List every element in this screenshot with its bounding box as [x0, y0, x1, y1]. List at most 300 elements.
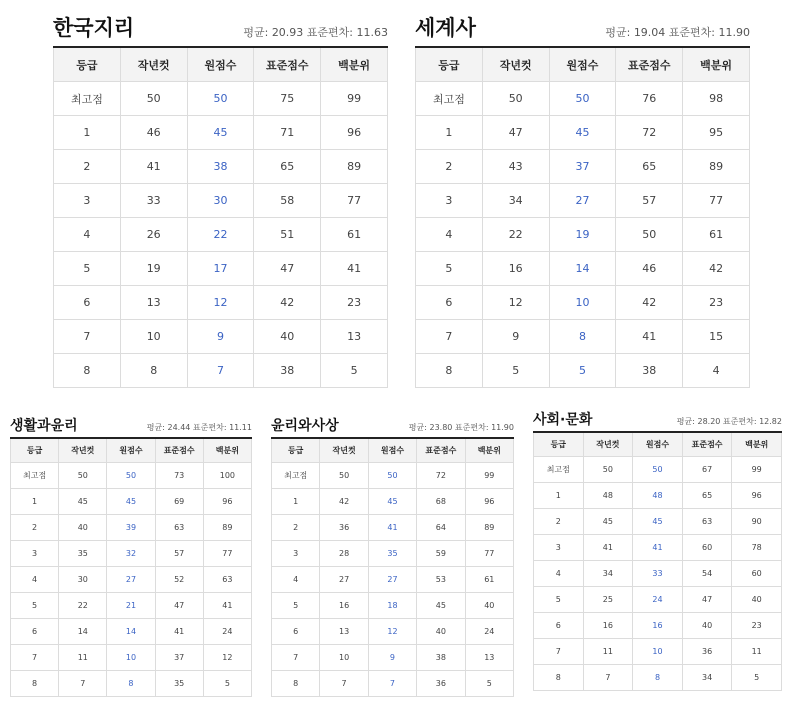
table-row: [54, 218, 388, 252]
column-header: 작년컷: [320, 438, 368, 463]
column-header: 백분위: [732, 432, 782, 457]
last-year-cut-cell: 42: [320, 489, 368, 515]
standard-score-cell: 63: [155, 515, 203, 541]
raw-score-cell: 19: [549, 218, 616, 252]
standard-score-cell: 76: [616, 82, 683, 116]
standard-score-cell: 46: [616, 252, 683, 286]
raw-score-cell: 50: [368, 463, 416, 489]
grade-cell: 8: [534, 665, 584, 691]
last-year-cut-cell: 50: [120, 82, 187, 116]
last-year-cut-cell: 28: [320, 541, 368, 567]
standard-score-cell: 63: [682, 509, 732, 535]
column-header: 백분위: [683, 47, 750, 82]
table-row: [54, 116, 388, 150]
percentile-cell: 15: [683, 320, 750, 354]
grade-cell: 8: [54, 354, 121, 388]
table-row: [416, 184, 750, 218]
standard-score-cell: 41: [616, 320, 683, 354]
grade-cell: 3: [54, 184, 121, 218]
table-row: [11, 671, 252, 697]
standard-score-cell: 58: [254, 184, 321, 218]
table-row: [272, 567, 514, 593]
table-row: [54, 150, 388, 184]
table-header: [415, 8, 750, 46]
grade-cell: 1: [11, 489, 59, 515]
raw-score-cell: 17: [187, 252, 254, 286]
raw-score-cell: 38: [187, 150, 254, 184]
table-row: [416, 116, 750, 150]
last-year-cut-cell: 47: [482, 116, 549, 150]
column-header: 등급: [272, 438, 320, 463]
grade-cell: 최고점: [534, 457, 584, 483]
column-header: 원점수: [107, 438, 155, 463]
percentile-cell: 96: [465, 489, 513, 515]
last-year-cut-cell: 10: [320, 645, 368, 671]
standard-score-cell: 64: [417, 515, 465, 541]
standard-score-cell: 47: [254, 252, 321, 286]
raw-score-cell: 45: [368, 489, 416, 515]
percentile-cell: 13: [465, 645, 513, 671]
grade-cell: 7: [534, 639, 584, 665]
standard-score-cell: 71: [254, 116, 321, 150]
raw-score-cell: 27: [368, 567, 416, 593]
grade-cell: 4: [54, 218, 121, 252]
raw-score-cell: 9: [368, 645, 416, 671]
grade-cell: 5: [272, 593, 320, 619]
raw-score-cell: 45: [187, 116, 254, 150]
last-year-cut-cell: 13: [320, 619, 368, 645]
percentile-cell: 99: [465, 463, 513, 489]
column-header: 원점수: [368, 438, 416, 463]
standard-score-cell: 75: [254, 82, 321, 116]
table-row: [534, 613, 782, 639]
standard-score-cell: 42: [616, 286, 683, 320]
last-year-cut-cell: 45: [59, 489, 107, 515]
standard-score-cell: 51: [254, 218, 321, 252]
raw-score-cell: 27: [549, 184, 616, 218]
column-header: 표준점수: [417, 438, 465, 463]
grade-cell: 4: [534, 561, 584, 587]
column-header: 등급: [534, 432, 584, 457]
last-year-cut-cell: 34: [583, 561, 633, 587]
grade-cell: 5: [11, 593, 59, 619]
raw-score-cell: 41: [633, 535, 683, 561]
raw-score-cell: 41: [368, 515, 416, 541]
last-year-cut-cell: 10: [120, 320, 187, 354]
grade-cell: 2: [416, 150, 483, 184]
percentile-cell: 60: [732, 561, 782, 587]
standard-score-cell: 57: [616, 184, 683, 218]
standard-score-cell: 69: [155, 489, 203, 515]
standard-score-cell: 40: [417, 619, 465, 645]
table-row: [416, 218, 750, 252]
raw-score-cell: 50: [633, 457, 683, 483]
standard-score-cell: 73: [155, 463, 203, 489]
raw-score-cell: 10: [633, 639, 683, 665]
grade-cell: 6: [534, 613, 584, 639]
last-year-cut-cell: 9: [482, 320, 549, 354]
grade-cell: 8: [416, 354, 483, 388]
raw-score-cell: 5: [549, 354, 616, 388]
percentile-cell: 100: [203, 463, 251, 489]
table-row: [416, 150, 750, 184]
table-header: [53, 8, 388, 46]
last-year-cut-cell: 12: [482, 286, 549, 320]
grade-cell: 6: [11, 619, 59, 645]
column-header: 원점수: [549, 47, 616, 82]
table-row: [11, 567, 252, 593]
standard-score-cell: 68: [417, 489, 465, 515]
grade-cell: 4: [11, 567, 59, 593]
percentile-cell: 90: [732, 509, 782, 535]
last-year-cut-cell: 16: [320, 593, 368, 619]
table-row: [416, 354, 750, 388]
column-header: 작년컷: [59, 438, 107, 463]
percentile-cell: 77: [321, 184, 388, 218]
last-year-cut-cell: 50: [59, 463, 107, 489]
percentile-cell: 11: [732, 639, 782, 665]
raw-score-cell: 18: [368, 593, 416, 619]
table-row: [272, 619, 514, 645]
grade-cell: 6: [272, 619, 320, 645]
percentile-cell: 41: [321, 252, 388, 286]
standard-score-cell: 67: [682, 457, 732, 483]
column-header: 등급: [54, 47, 121, 82]
standard-score-cell: 41: [155, 619, 203, 645]
raw-score-cell: 45: [107, 489, 155, 515]
grade-cell: 최고점: [11, 463, 59, 489]
percentile-cell: 61: [321, 218, 388, 252]
column-header: 표준점수: [254, 47, 321, 82]
standard-score-cell: 45: [417, 593, 465, 619]
table-header-row: [416, 47, 750, 82]
table-row: [272, 671, 514, 697]
column-header: 백분위: [465, 438, 513, 463]
table-row: [54, 82, 388, 116]
last-year-cut-cell: 46: [120, 116, 187, 150]
percentile-cell: 4: [683, 354, 750, 388]
score-table-world-history: [415, 8, 750, 388]
grade-cell: 4: [272, 567, 320, 593]
grade-cell: 최고점: [272, 463, 320, 489]
grade-cell: 8: [11, 671, 59, 697]
table-row: [534, 483, 782, 509]
column-header: 작년컷: [583, 432, 633, 457]
score-table-life-ethics: [10, 415, 252, 697]
percentile-cell: 12: [203, 645, 251, 671]
last-year-cut-cell: 26: [120, 218, 187, 252]
last-year-cut-cell: 7: [320, 671, 368, 697]
standard-score-cell: 53: [417, 567, 465, 593]
raw-score-cell: 7: [368, 671, 416, 697]
last-year-cut-cell: 36: [320, 515, 368, 541]
standard-score-cell: 65: [254, 150, 321, 184]
raw-score-cell: 10: [107, 645, 155, 671]
last-year-cut-cell: 25: [583, 587, 633, 613]
percentile-cell: 5: [465, 671, 513, 697]
table-row: [416, 252, 750, 286]
percentile-cell: 95: [683, 116, 750, 150]
percentile-cell: 98: [683, 82, 750, 116]
table-row: [272, 593, 514, 619]
table-title: 세계사: [415, 16, 476, 40]
percentile-cell: 13: [321, 320, 388, 354]
percentile-cell: 99: [732, 457, 782, 483]
last-year-cut-cell: 11: [59, 645, 107, 671]
grade-cut-table: [533, 431, 782, 691]
table-row: [54, 184, 388, 218]
standard-score-cell: 57: [155, 541, 203, 567]
table-row: [534, 457, 782, 483]
grade-cell: 2: [272, 515, 320, 541]
column-header: 등급: [11, 438, 59, 463]
raw-score-cell: 9: [187, 320, 254, 354]
table-header-row: [54, 47, 388, 82]
percentile-cell: 24: [203, 619, 251, 645]
last-year-cut-cell: 43: [482, 150, 549, 184]
last-year-cut-cell: 5: [482, 354, 549, 388]
standard-score-cell: 36: [417, 671, 465, 697]
table-row: [54, 354, 388, 388]
table-row: [534, 587, 782, 613]
raw-score-cell: 45: [633, 509, 683, 535]
standard-score-cell: 52: [155, 567, 203, 593]
table-row: [534, 509, 782, 535]
table-row: [534, 639, 782, 665]
grade-cut-table: [271, 437, 514, 697]
grade-cell: 7: [272, 645, 320, 671]
grade-cell: 7: [54, 320, 121, 354]
table-header-row: [11, 438, 252, 463]
table-row: [534, 535, 782, 561]
raw-score-cell: 10: [549, 286, 616, 320]
percentile-cell: 63: [203, 567, 251, 593]
table-stats: 평균: 19.04 표준편차: 11.90: [605, 26, 750, 39]
last-year-cut-cell: 22: [59, 593, 107, 619]
last-year-cut-cell: 14: [59, 619, 107, 645]
table-stats: 평균: 20.93 표준편차: 11.63: [243, 26, 388, 39]
score-table-ethics-thought: [271, 415, 514, 697]
table-header: [533, 409, 782, 431]
percentile-cell: 61: [465, 567, 513, 593]
raw-score-cell: 14: [549, 252, 616, 286]
raw-score-cell: 50: [549, 82, 616, 116]
column-header: 등급: [416, 47, 483, 82]
last-year-cut-cell: 11: [583, 639, 633, 665]
grade-cell: 최고점: [54, 82, 121, 116]
column-header: 표준점수: [682, 432, 732, 457]
grade-cell: 2: [11, 515, 59, 541]
percentile-cell: 41: [203, 593, 251, 619]
standard-score-cell: 37: [155, 645, 203, 671]
last-year-cut-cell: 22: [482, 218, 549, 252]
table-row: [416, 82, 750, 116]
table-row: [11, 593, 252, 619]
grade-cell: 2: [54, 150, 121, 184]
last-year-cut-cell: 40: [59, 515, 107, 541]
standard-score-cell: 38: [254, 354, 321, 388]
percentile-cell: 78: [732, 535, 782, 561]
table-title: 윤리와사상: [271, 418, 339, 434]
grade-cell: 6: [416, 286, 483, 320]
table-row: [54, 320, 388, 354]
table-title: 사회·문화: [533, 412, 593, 428]
standard-score-cell: 47: [155, 593, 203, 619]
table-row: [54, 252, 388, 286]
grade-cell: 8: [272, 671, 320, 697]
percentile-cell: 24: [465, 619, 513, 645]
raw-score-cell: 32: [107, 541, 155, 567]
table-row: [272, 489, 514, 515]
grade-cell: 3: [416, 184, 483, 218]
table-row: [11, 515, 252, 541]
raw-score-cell: 50: [107, 463, 155, 489]
last-year-cut-cell: 41: [120, 150, 187, 184]
table-title: 생활과윤리: [10, 418, 78, 434]
percentile-cell: 23: [683, 286, 750, 320]
last-year-cut-cell: 41: [583, 535, 633, 561]
table-row: [416, 320, 750, 354]
grade-cell: 1: [534, 483, 584, 509]
raw-score-cell: 24: [633, 587, 683, 613]
table-row: [11, 619, 252, 645]
last-year-cut-cell: 45: [583, 509, 633, 535]
last-year-cut-cell: 7: [583, 665, 633, 691]
grade-cell: 4: [416, 218, 483, 252]
table-header-row: [272, 438, 514, 463]
standard-score-cell: 38: [417, 645, 465, 671]
column-header: 원점수: [187, 47, 254, 82]
column-header: 작년컷: [482, 47, 549, 82]
standard-score-cell: 36: [682, 639, 732, 665]
last-year-cut-cell: 16: [482, 252, 549, 286]
last-year-cut-cell: 48: [583, 483, 633, 509]
column-header: 작년컷: [120, 47, 187, 82]
last-year-cut-cell: 33: [120, 184, 187, 218]
grade-cut-table: [53, 46, 388, 388]
table-row: [272, 645, 514, 671]
raw-score-cell: 50: [187, 82, 254, 116]
percentile-cell: 96: [203, 489, 251, 515]
score-table-korean-geography: [53, 8, 388, 388]
column-header: 백분위: [321, 47, 388, 82]
grade-cell: 7: [416, 320, 483, 354]
raw-score-cell: 8: [633, 665, 683, 691]
percentile-cell: 99: [321, 82, 388, 116]
table-row: [11, 541, 252, 567]
percentile-cell: 5: [732, 665, 782, 691]
last-year-cut-cell: 8: [120, 354, 187, 388]
percentile-cell: 23: [732, 613, 782, 639]
percentile-cell: 40: [732, 587, 782, 613]
percentile-cell: 40: [465, 593, 513, 619]
percentile-cell: 5: [321, 354, 388, 388]
raw-score-cell: 27: [107, 567, 155, 593]
grade-cell: 1: [416, 116, 483, 150]
percentile-cell: 5: [203, 671, 251, 697]
table-stats: 평균: 23.80 표준편차: 11.90: [408, 423, 514, 432]
percentile-cell: 77: [683, 184, 750, 218]
standard-score-cell: 59: [417, 541, 465, 567]
raw-score-cell: 39: [107, 515, 155, 541]
percentile-cell: 23: [321, 286, 388, 320]
percentile-cell: 89: [203, 515, 251, 541]
raw-score-cell: 8: [549, 320, 616, 354]
raw-score-cell: 35: [368, 541, 416, 567]
last-year-cut-cell: 16: [583, 613, 633, 639]
table-title: 한국지리: [53, 16, 135, 40]
standard-score-cell: 38: [616, 354, 683, 388]
standard-score-cell: 35: [155, 671, 203, 697]
grade-cut-table: [415, 46, 750, 388]
raw-score-cell: 12: [368, 619, 416, 645]
last-year-cut-cell: 50: [320, 463, 368, 489]
standard-score-cell: 34: [682, 665, 732, 691]
raw-score-cell: 33: [633, 561, 683, 587]
raw-score-cell: 8: [107, 671, 155, 697]
percentile-cell: 77: [465, 541, 513, 567]
standard-score-cell: 42: [254, 286, 321, 320]
grade-cell: 1: [54, 116, 121, 150]
standard-score-cell: 72: [616, 116, 683, 150]
percentile-cell: 42: [683, 252, 750, 286]
last-year-cut-cell: 34: [482, 184, 549, 218]
table-row: [11, 463, 252, 489]
last-year-cut-cell: 7: [59, 671, 107, 697]
grade-cell: 3: [11, 541, 59, 567]
last-year-cut-cell: 27: [320, 567, 368, 593]
grade-cell: 3: [272, 541, 320, 567]
last-year-cut-cell: 30: [59, 567, 107, 593]
grade-cell: 6: [54, 286, 121, 320]
table-stats: 평균: 28.20 표준편차: 12.82: [676, 417, 782, 426]
table-row: [11, 489, 252, 515]
percentile-cell: 89: [321, 150, 388, 184]
column-header: 원점수: [633, 432, 683, 457]
column-header: 표준점수: [155, 438, 203, 463]
table-row: [416, 286, 750, 320]
table-row: [272, 541, 514, 567]
grade-cell: 2: [534, 509, 584, 535]
raw-score-cell: 16: [633, 613, 683, 639]
standard-score-cell: 47: [682, 587, 732, 613]
standard-score-cell: 72: [417, 463, 465, 489]
grade-cell: 5: [54, 252, 121, 286]
grade-cut-table: [10, 437, 252, 697]
table-row: [534, 561, 782, 587]
grade-cell: 7: [11, 645, 59, 671]
table-row: [272, 463, 514, 489]
grade-cell: 최고점: [416, 82, 483, 116]
table-header-row: [534, 432, 782, 457]
grade-cell: 5: [416, 252, 483, 286]
column-header: 표준점수: [616, 47, 683, 82]
percentile-cell: 89: [465, 515, 513, 541]
raw-score-cell: 48: [633, 483, 683, 509]
raw-score-cell: 45: [549, 116, 616, 150]
grade-cell: 3: [534, 535, 584, 561]
standard-score-cell: 40: [682, 613, 732, 639]
standard-score-cell: 54: [682, 561, 732, 587]
standard-score-cell: 65: [682, 483, 732, 509]
percentile-cell: 96: [732, 483, 782, 509]
grade-cell: 5: [534, 587, 584, 613]
percentile-cell: 61: [683, 218, 750, 252]
last-year-cut-cell: 19: [120, 252, 187, 286]
standard-score-cell: 50: [616, 218, 683, 252]
raw-score-cell: 14: [107, 619, 155, 645]
table-header: [10, 415, 252, 437]
